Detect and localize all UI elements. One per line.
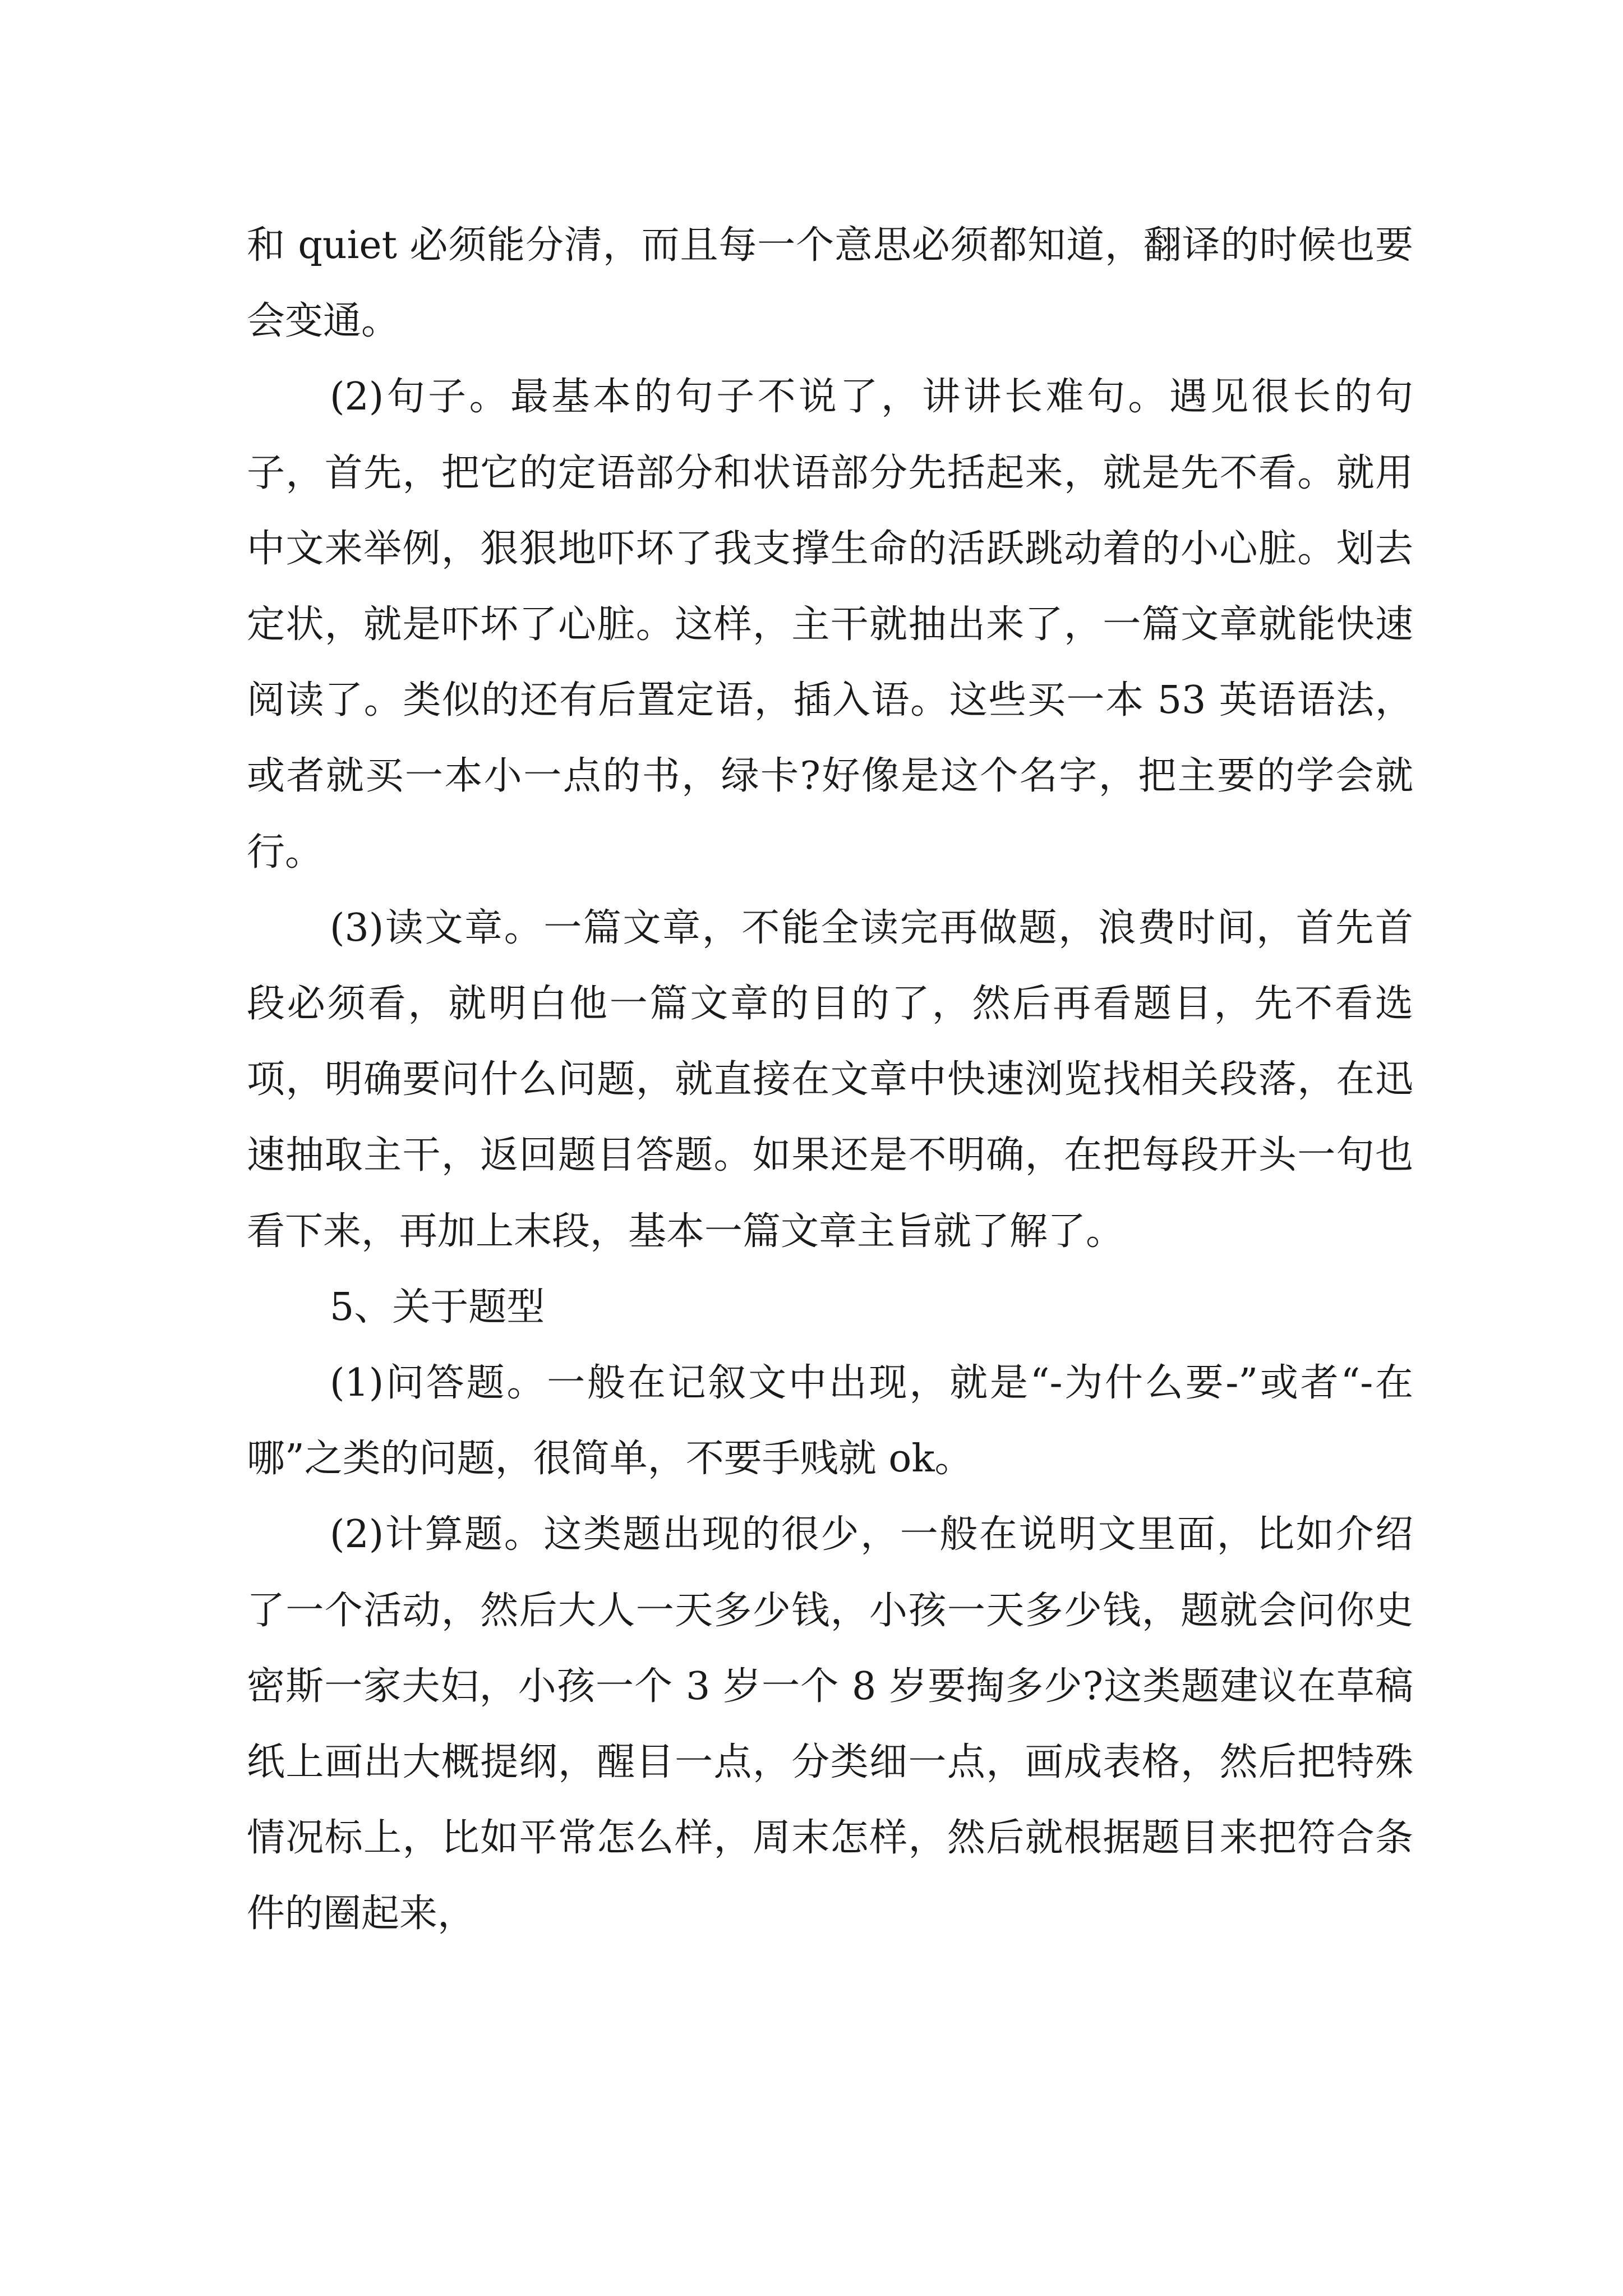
paragraph-calculation-questions: (2)计算题。这类题出现的很少，一般在说明文里面，比如介绍了一个活动，然后大人一天多少钱，小孩一天多少钱，题就会问你史密斯一家夫妇，小孩一个 3 岁一个 8 岁要掏多少?这类题建议在草稿纸上画出大概提纲，醒目一点，分类细一点，画成表格，然后把特殊情况标上，比如平常怎么样，周末怎样，然后就根据题目来把符合条件的圈起来， xyxy=(247,1512,1413,1936)
paragraph-continuation: 和 quiet 必须能分清，而且每一个意思必须都知道，翻译的时候也要会变通。 xyxy=(247,223,1413,344)
paragraph-qa-questions: (1)问答题。一般在记叙文中出现，就是“-为什么要-”或者“-在哪”之类的问题，很简单，不要手贱就 ok。 xyxy=(247,1361,1413,1481)
body-text xyxy=(247,208,1413,1952)
section-heading-question-types: 5、关于题型 xyxy=(330,1285,545,1329)
paragraph-sentences: (2)句子。最基本的句子不说了，讲讲长难句。遇见很长的句子，首先，把它的定语部分和状语部分先括起来，就是先不看。就用中文来举例，狠狠地吓坏了我支撑生命的活跃跳动着的小心脏。划去定状，就是吓坏了心脏。这样，主干就抽出来了，一篇文章就能快速阅读了。类似的还有后置定语，插入语。这些买一本 53 英语语法，或者就买一本小一点的书，绿卡?好像是这个名字，把主要的学会就行。 xyxy=(247,375,1413,875)
paragraph-reading-articles: (3)读文章。一篇文章，不能全读完再做题，浪费时间，首先首段必须看，就明白他一篇文章的目的了，然后再看题目，先不看选项，明确要问什么问题，就直接在文章中快速浏览找相关段落，在迅速抽取主干，返回题目答题。如果还是不明确，在把每段开头一句也看下来，再加上末段，基本一篇文章主旨就了解了。 xyxy=(247,905,1413,1254)
